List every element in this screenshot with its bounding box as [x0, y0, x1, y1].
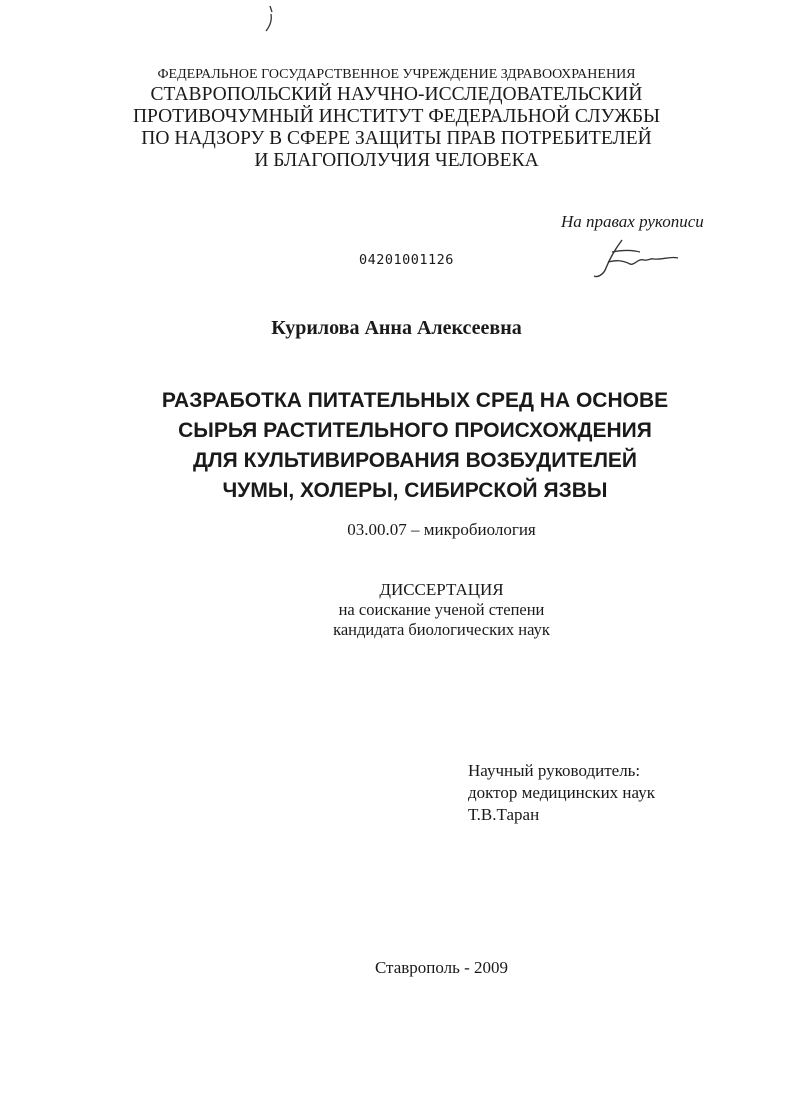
corner-pen-mark — [258, 4, 278, 34]
specialty-code: 03.00.07 – микробиология — [347, 520, 536, 539]
title-line-2: СЫРЬЯ РАСТИТЕЛЬНОГО ПРОИСХОЖДЕНИЯ — [178, 419, 652, 442]
supervisor-name: Т.В.Таран — [468, 805, 540, 824]
title-line-4: ЧУМЫ, ХОЛЕРЫ, СИБИРСКОЙ ЯЗВЫ — [222, 479, 608, 502]
dissertation-title — [0, 386, 793, 506]
title-line-3: ДЛЯ КУЛЬТИВИРОВАНИЯ ВОЗБУДИТЕЛЕЙ — [192, 449, 638, 472]
thesis-block — [0, 580, 793, 640]
rights-note: На правах рукописи — [561, 212, 704, 231]
registry-number: 04201001126 — [359, 252, 454, 268]
supervisor-degree: доктор медицинских наук — [468, 783, 655, 802]
thesis-degree: кандидата биологических наук — [333, 620, 550, 639]
handwritten-signature — [592, 234, 682, 282]
author-name: Курилова Анна Алексеевна — [271, 317, 522, 339]
title-line-1: РАЗРАБОТКА ПИТАТЕЛЬНЫХ СРЕД НА ОСНОВЕ — [161, 389, 669, 412]
institution-line-4: ПО НАДЗОРУ В СФЕРЕ ЗАЩИТЫ ПРАВ ПОТРЕБИТЕЛЕЙ — [141, 128, 652, 149]
supervisor-block — [468, 760, 655, 826]
thesis-purpose: на соискание ученой степени — [338, 600, 545, 619]
thesis-type: ДИССЕРТАЦИЯ — [379, 580, 504, 599]
institution-header — [0, 66, 793, 172]
institution-line-3: ПРОТИВОЧУМНЫЙ ИНСТИТУТ ФЕДЕРАЛЬНОЙ СЛУЖБЫ — [132, 106, 661, 127]
institution-line-1: ФЕДЕРАЛЬНОЕ ГОСУДАРСТВЕННОЕ УЧРЕЖДЕНИЕ ЗДРАВООХРАНЕНИЯ — [157, 67, 636, 82]
institution-line-2: СТАВРОПОЛЬСКИЙ НАУЧНО-ИССЛЕДОВАТЕЛЬСКИЙ — [150, 84, 643, 105]
supervisor-label: Научный руководитель: — [468, 761, 641, 780]
city-year: Ставрополь - 2009 — [374, 958, 509, 977]
institution-line-5: И БЛАГОПОЛУЧИЯ ЧЕЛОВЕКА — [254, 150, 539, 171]
